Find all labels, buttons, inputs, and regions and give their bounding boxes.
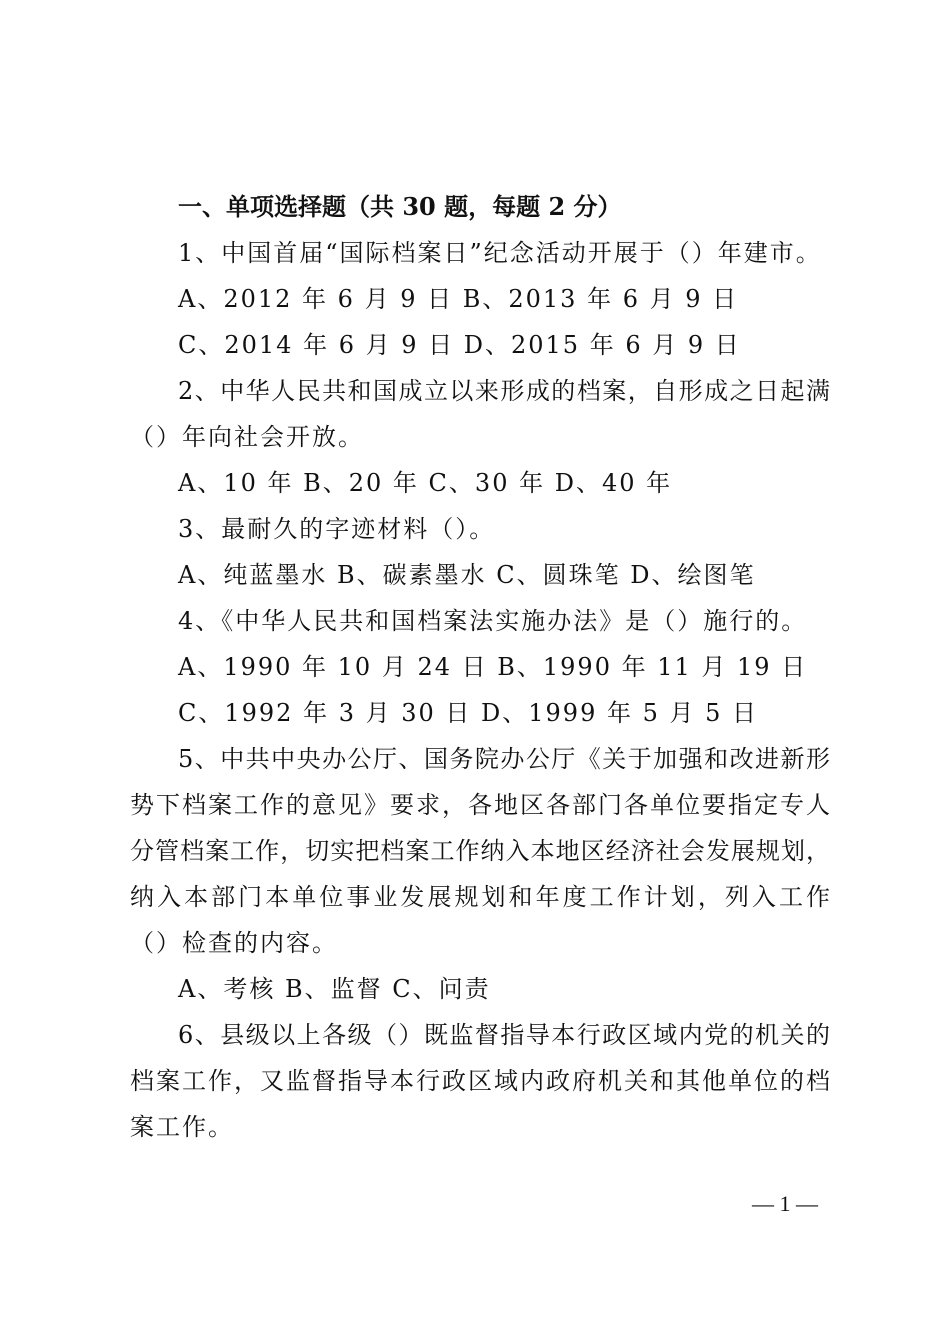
question-5-line-4: 纳入本部门本单位事业发展规划和年度工作计划，列入工作 (130, 883, 830, 911)
question-2-line-2: （）年向社会开放。 (130, 423, 364, 451)
question-5-line-2: 势下档案工作的意见》要求，各地区各部门各单位要指定专人 (130, 791, 830, 819)
question-5-options: A、考核 B、监督 C、问责 (178, 975, 491, 1003)
question-4-options-cd: C、1992 年 3 月 30 日 D、1999 年 5 月 5 日 (178, 699, 759, 727)
question-1-options-cd: C、2014 年 6 月 9 日 D、2015 年 6 月 9 日 (178, 331, 741, 359)
question-1: 1、中国首届“国际档案日”纪念活动开展于（）年建市。 (178, 239, 822, 267)
question-4: 4、《中华人民共和国档案法实施办法》是（）施行的。 (178, 607, 808, 635)
question-6-line-1: 6、县级以上各级（）既监督指导本行政区域内党的机关的 (178, 1021, 830, 1049)
question-2-options: A、10 年 B、20 年 C、30 年 D、40 年 (178, 469, 673, 497)
question-6-line-2: 档案工作，又监督指导本行政区域内政府机关和其他单位的档 (130, 1067, 830, 1095)
question-6-line-3: 案工作。 (130, 1113, 234, 1141)
question-5-line-5: （）检查的内容。 (130, 929, 338, 957)
question-3: 3、最耐久的字迹材料（）。 (178, 515, 496, 543)
question-2-line-1: 2、中华人民共和国成立以来形成的档案，自形成之日起满 (178, 377, 830, 405)
page-number: — 1 — (752, 1191, 818, 1216)
question-3-options: A、纯蓝墨水 B、碳素墨水 C、圆珠笔 D、绘图笔 (178, 561, 756, 589)
question-5-line-1: 5、中共中央办公厅、国务院办公厅《关于加强和改进新形 (178, 745, 830, 773)
question-5-line-3: 分管档案工作，切实把档案工作纳入本地区经济社会发展规划， (130, 837, 830, 865)
question-4-options-ab: A、1990 年 10 月 24 日 B、1990 年 11 月 19 日 (178, 653, 808, 681)
question-1-options-ab: A、2012 年 6 月 9 日 B、2013 年 6 月 9 日 (178, 285, 739, 313)
section-heading: 一、单项选择题（共 30 题，每题 2 分） (178, 192, 622, 221)
